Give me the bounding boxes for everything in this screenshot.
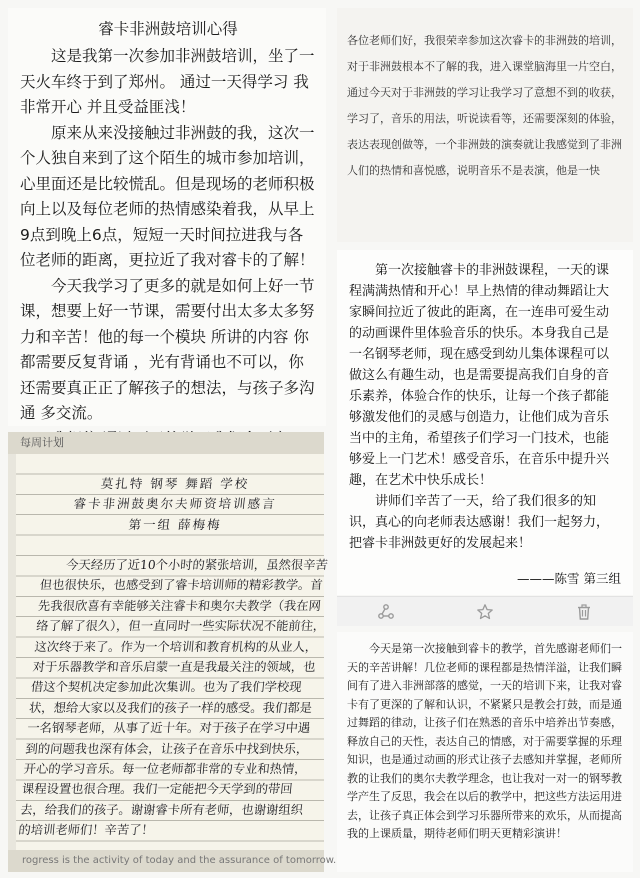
panel-1-paragraph: 今天我学习了更多的就是如何上好一节课，想要上好一节课，需要付出太多太多努力和辛苦！他的每一个模块 所讲的内容 你都需要反复背诵 ，光有背诵也不可以，你还需要真正正了解孩子的想法，与孩子多沟通 多交流。 xyxy=(20,276,315,422)
handwritten-text xyxy=(17,474,329,841)
handwritten-title-line: 睿卡非洲鼓奥尔夫师资培训感言 xyxy=(72,496,278,512)
handwritten-body: 今天经历了近10个小时的紧张培训，虽然很辛苦但也很快乐，也感受到了睿卡培训师的精彩教学。首先我很欣喜有幸能够关注睿卡和奥尔夫教学（我在网络了解了很久），但一直同时一些实际状况不能前往，这次终于来了。作为一个培训和教育机构的从业人，对于乐器教学和音乐启蒙一直是我最关注的领域，也借这个契机决定参加此次集训。也为了我们学校现状，想给大家以及我们的孩子一样的感受。我们都是一名钢琴老师，从事了近十年。对于孩子在学习中遇到的问题我也深有体会，让孩子在音乐中找到快乐，开心的学习音乐。每一位老师都非常的专业和热情，课程设置也很合理。我们一定能把今天学到的带回去，给我们的孩子。谢谢睿卡所有老师，也谢谢组织的培训老师们！辛苦了！ xyxy=(17,558,329,838)
panel-3-paragraph: 第一次接触睿卡的非洲鼓课程，一天的课程满满热情和开心！早上热情的律动舞蹈让大家瞬间拉近了彼此的距离，在一连串可爱生动的动画课件里体验音乐的快乐。本身我自己是一名钢琴老师，现在感受到幼儿集体课程可以做这么有趣生动，也是需要提高我们自身的音乐素养，体验合作的快乐，让每一个孩子都能够激发他们的灵感与创造力，让他们成为音乐当中的主角，希望孩子们学习一门技术，也能够爱上一门艺术！感受音乐，在音乐中提升兴趣，在艺术中快乐成长！ xyxy=(349,263,610,488)
star-icon xyxy=(476,603,494,621)
share-icon xyxy=(377,603,395,621)
favorite-button[interactable] xyxy=(473,600,497,624)
reflection-panel-2 xyxy=(337,8,633,242)
panel-1-paragraph: 原来从来没接触过非洲鼓的我，这次一个人独自来到了这个陌生的城市参加培训，心里面还是比较慌乱。但是现场的老师积极向上以及每位老师的热情感染着我，从早上9点到晚上6点，短短一天时间拉进我与各位老师的距离，更拉近了我对睿卡的了解！ xyxy=(20,123,315,269)
reflection-panel-4 xyxy=(337,632,633,872)
reflection-panel-1 xyxy=(8,8,326,426)
lined-paper xyxy=(16,454,329,850)
trash-icon xyxy=(575,603,593,621)
panel-1-paragraph: 这是我第一次参加非洲鼓培训，坐了一天火车终于到了郑州。 通过一天得学习 我非常开心 并且受益匪浅！ xyxy=(20,47,315,116)
notebook-footer-quote: rogress is the activity of today and the assurance of tomorrow. xyxy=(8,850,324,872)
notebook-header: 每周计划 xyxy=(8,432,324,454)
panel-3-signature: ———陈雪 第三组 xyxy=(517,571,621,586)
share-button[interactable] xyxy=(374,600,398,624)
panel-1-title: 睿卡非洲鼓培训心得 xyxy=(98,20,238,38)
delete-button[interactable] xyxy=(572,600,596,624)
panel-2-text: 各位老师们好，我很荣幸参加这次睿卡的非洲鼓的培训，对于非洲鼓根本不了解的我，进入课堂脑海里一片空白，通过今天对于非洲鼓的学习让我学习了意想不到的收获，学习了，音乐的用法，听说读看等，还需要深刻的体验，表达表现创做等，一个非洲鼓的演奏就让我感觉到了非洲人们的热情和喜悦感，说明音乐不是表演，他是一快 xyxy=(347,34,622,177)
panel-4-text: 今天是第一次接触到睿卡的教学，首先感谢老师们一天的辛苦讲解！几位老师的课程都是热情洋溢，让我们瞬间有了进入非洲部落的感觉，一天的培训下来，让我对睿卡有了更深的了解和认识，不紧紧只是教会打鼓，而是通过舞蹈的律动，让孩子们在熟悉的音乐中培养出节奏感，释放自己的天性，表达自己的情感，对于需要掌握的乐理知识，也是通过动画的形式让孩子去感知并掌握，老师所教的让我们的奥尔夫教学理念，也让我对一对一的钢琴教学产生了反思，我会在以后的教学中，把这些方法运用进去，让孩子真正体会到学习乐器所带来的欢乐，从而提高我的上课质量，期待老师们明天更精彩演讲！ xyxy=(347,642,622,840)
handwritten-note-photo xyxy=(8,432,337,872)
handwritten-title-line: 莫扎特 钢琴 舞蹈 学校 xyxy=(100,476,251,491)
post-action-toolbar xyxy=(337,596,633,626)
reflection-panel-3 xyxy=(337,250,633,595)
handwritten-title-line: 第一组 薛梅梅 xyxy=(127,516,223,532)
panel-3-paragraph: 讲师们辛苦了一天，给了我们很多的知识，真心的向老师表达感谢！我们一起努力，把睿卡非洲鼓更好的发展起来！ xyxy=(349,494,610,551)
